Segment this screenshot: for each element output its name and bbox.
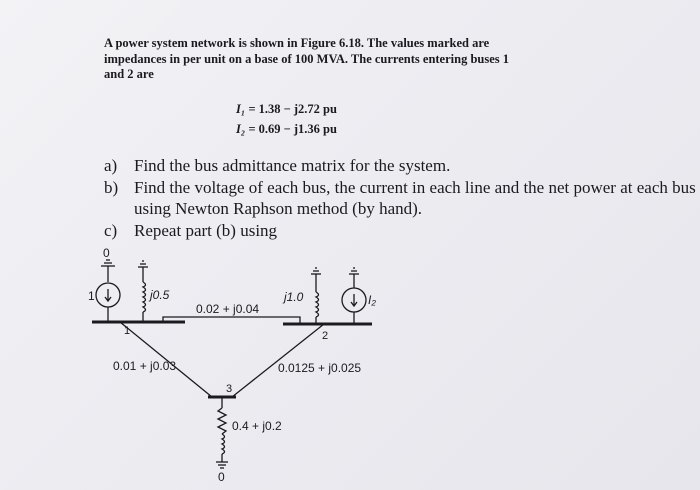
load-3-label: 0.4 + j0.2 bbox=[232, 419, 282, 433]
shunt-1-label: j0.5 bbox=[150, 288, 170, 302]
bus-3-label: 3 bbox=[226, 383, 233, 395]
eq2-lhs: I₂ = bbox=[236, 122, 259, 136]
current-source-1 bbox=[96, 266, 120, 322]
ground-label-top: 0 bbox=[103, 246, 110, 260]
source-2-label: I₂ bbox=[368, 293, 376, 307]
question-b-label: b) bbox=[104, 178, 119, 197]
shunt-2-label: j1.0 bbox=[284, 290, 304, 304]
question-a-text: Find the bus admittance matrix for the system. bbox=[134, 156, 451, 175]
question-c-label: c) bbox=[104, 221, 118, 240]
ground-symbol-1 bbox=[101, 260, 115, 266]
eq2-rhs: 0.69 − j1.36 pu bbox=[258, 122, 337, 136]
question-c-text: Repeat part (b) using bbox=[134, 221, 278, 240]
ground-label-bottom: 0 bbox=[218, 470, 225, 484]
shunt-reactor-1 bbox=[138, 261, 148, 322]
bus-1-label: 1 bbox=[124, 325, 131, 337]
line-2-3-label: 0.0125 + j0.025 bbox=[278, 361, 362, 375]
current-source-2 bbox=[342, 268, 366, 324]
bus-2-label: 2 bbox=[322, 330, 329, 342]
shunt-reactor-2 bbox=[311, 268, 321, 324]
source-1-label: 1 bbox=[88, 289, 95, 303]
eq1-rhs: 1.38 − j2.72 pu bbox=[258, 102, 337, 116]
line-1-3-label: 0.01 + j0.03 bbox=[113, 359, 177, 373]
line-1-2-label: 0.02 + j0.04 bbox=[196, 302, 260, 316]
problem-intro: A power system network is shown in Figure 6.18. The values marked are impedances in per unit on a base of 100 MVA. The currents entering buses 1 and 2 are bbox=[104, 36, 510, 81]
question-b-text: Find the voltage of each bus, the current in each line and the net power at each bus using Newton Raphson method (by hand). bbox=[134, 178, 696, 218]
question-a-label: a) bbox=[104, 156, 118, 175]
load-impedance-3 bbox=[216, 397, 228, 468]
eq1-lhs: I₁ = bbox=[236, 102, 259, 116]
